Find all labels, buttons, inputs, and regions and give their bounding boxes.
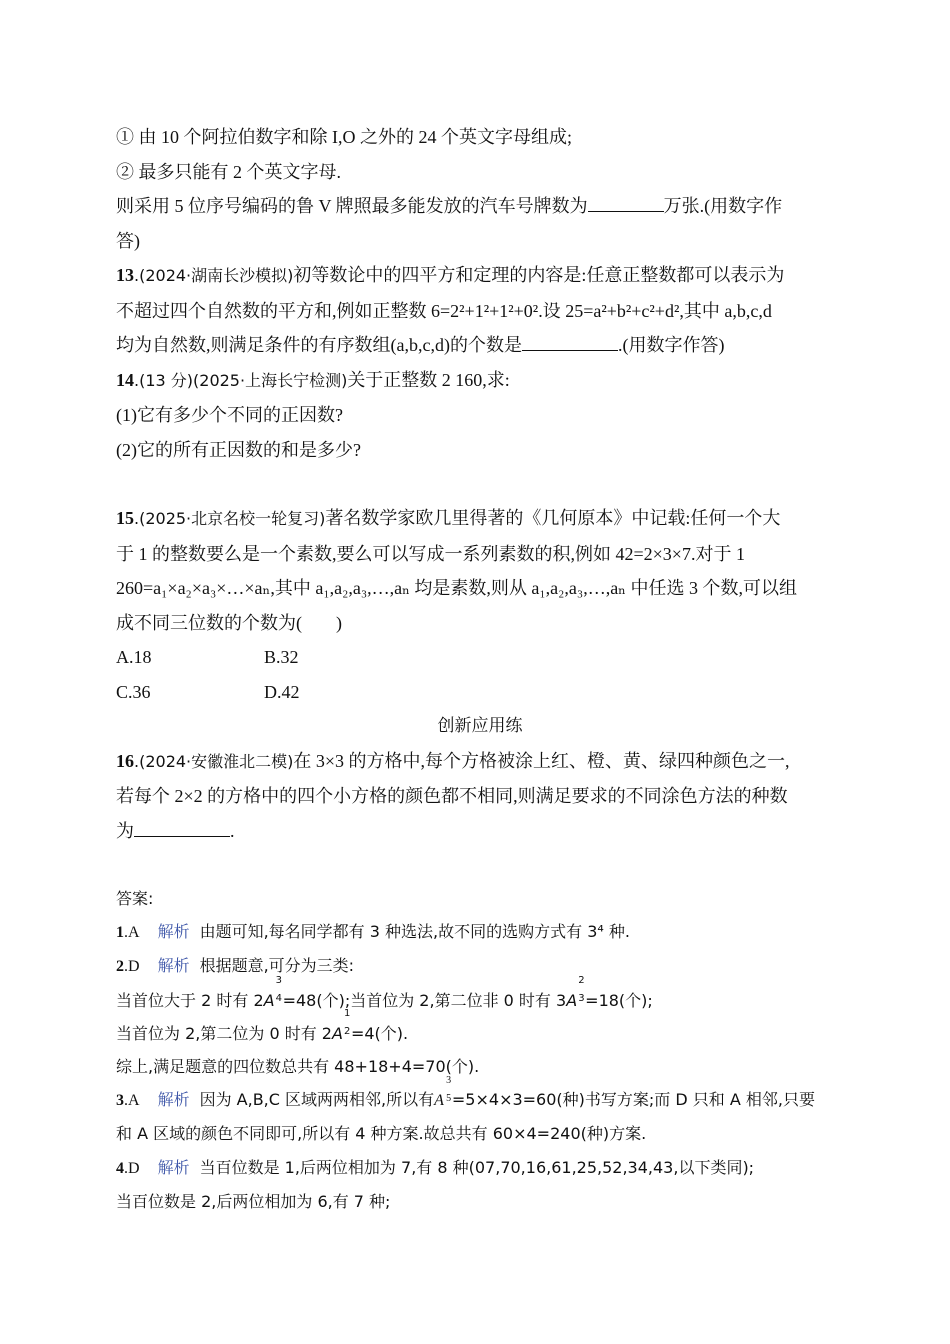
q15-option-d[interactable]: D.42 [264,681,300,702]
q14-part-2: (2)它的所有正因数的和是多少? [116,439,361,460]
q14-part-1: (1)它有多少个不同的正因数? [116,405,343,425]
q14-line-1: 14.(13 分)(2025·上海长宁检测)关于正整数 2 160,求: [116,369,510,390]
q13-number: 13 [116,265,134,285]
jiexi-label: 解析 [157,1157,190,1177]
q13-line-1: 13.(2024·湖南长沙模拟)初等数论中的四平方和定理的内容是:任意正整数都可以表示为 [116,265,785,285]
q13-answer-blank[interactable] [522,330,618,351]
answer-2-line-3: 当首位为 2,第二位为 0 时有 2A 1 2 =4(个). [116,1017,838,1050]
q15-number: 15 [116,508,134,528]
jiexi-label: 解析 [157,1090,190,1110]
q15-options-row-1 [116,640,838,675]
document-page [116,120,838,1218]
q12-condition-1: ① 由 10 个阿拉伯数字和除 I,O 之外的 24 个英文字母组成; [116,127,572,147]
answer-section [116,882,838,1218]
q15-option-a[interactable]: A.18 [116,647,152,667]
answer-heading: 答案: [116,889,154,908]
q16-line-3: 为 . [116,814,838,849]
q14-number: 14 [116,369,134,390]
answer-2: 2.D 解析 根据题意,可分为三类: [116,956,355,976]
q15-line-3: 260=a₁×a₂×a₃×…×aₙ,其中 a₁,a₂,a₃,…,aₙ 均是素数,则从 a₁,a₂,a₃,…,aₙ 中任选 3 个数,可以组 [116,578,797,598]
answer-2-line-2: 当首位大于 2 时有 2A 3 4 =48(个);当首位为 2,第二位非 0 时有 3A 2 3 =18(个); [116,984,838,1017]
q15-source: .(2025·北京名校一轮复习) [134,509,326,528]
q12-question: 则采用 5 位序号编码的鲁 V 牌照最多能发放的汽车号牌数为 万张.(用数字作 [116,189,838,224]
permutation-symbol: A 1 2 [331,1007,351,1043]
q15-option-b[interactable]: B.32 [264,647,299,667]
q14-source: .(13 分)(2025·上海长宁检测) [134,370,348,390]
q15-options-row-2 [116,675,838,710]
answer-3-line-2: 和 A 区域的颜色不同即可,所以有 4 种方案.故总共有 60×4=240(种)方案. [116,1124,647,1144]
q13-line-2: 不超过四个自然数的平方和,例如正整数 6=2²+1²+1²+0².设 25=a²+b²+c²+d²,其中 a,b,c,d [116,300,772,321]
q15-line-2: 于 1 的整数要么是一个素数,要么可以写成一系列素数的积,例如 42=2×3×7.对于 1 [116,543,745,564]
q13-line-3: 均为自然数,则满足条件的有序数组(a,b,c,d)的个数是 .(用数字作答) [116,328,838,363]
answer-1: 1.A 解析 由题可知,每名同学都有 3 种选法,故不同的选购方式有 3⁴ 种. [116,922,630,942]
permutation-symbol: A 2 3 [566,974,585,1010]
q16-number: 16 [116,750,134,771]
q15-line-1: 15.(2025·北京名校一轮复习)著名数学家欧几里得著的《几何原本》中记载:任何一个大 [116,508,781,528]
answer-4: 4.D 解析 当百位数是 1,后两位相加为 7,有 8 种(07,70,16,61,25,52,34,43,以下类同); [116,1157,755,1177]
q16-source: .(2024·安徽淮北二模) [134,751,294,771]
q13-source: .(2024·湖南长沙模拟) [134,266,294,285]
q15-line-4: 成不同三位数的个数为( ) [116,612,342,633]
section-heading: 创新应用练 [437,716,523,736]
q16-line-2: 若每个 2×2 的方格中的四个小方格的颜色都不相同,则满足要求的不同涂色方法的种数 [116,786,788,806]
permutation-symbol: A 3 4 [263,974,282,1010]
q16-line-1: 16.(2024·安徽淮北二模)在 3×3 的方格中,每个方格被涂上红、橙、黄、绿四种颜色之一, [116,750,790,771]
answer-2-line-4: 综上,满足题意的四位数总共有 48+18+4=70(个). [116,1057,480,1077]
q12-condition-2: ② 最多只能有 2 个英文字母. [116,161,341,182]
q15-option-c[interactable]: C.36 [116,681,151,702]
answer-3: 3.A 解析 因为 A,B,C 区域两两相邻,所以有A 3 5 =5×4×3=60(种)书写方案;而 D 只和 A 相邻,只要 [116,1083,838,1117]
jiexi-label: 解析 [157,956,190,976]
answer-4-line-2: 当百位数是 2,后两位相加为 6,有 7 种; [116,1191,391,1211]
permutation-symbol: A 3 5 [434,1075,452,1110]
q12-question-end: 答) [116,230,140,251]
jiexi-label: 解析 [157,922,190,942]
q16-answer-blank[interactable] [134,816,230,837]
q12-answer-blank[interactable] [588,191,664,212]
